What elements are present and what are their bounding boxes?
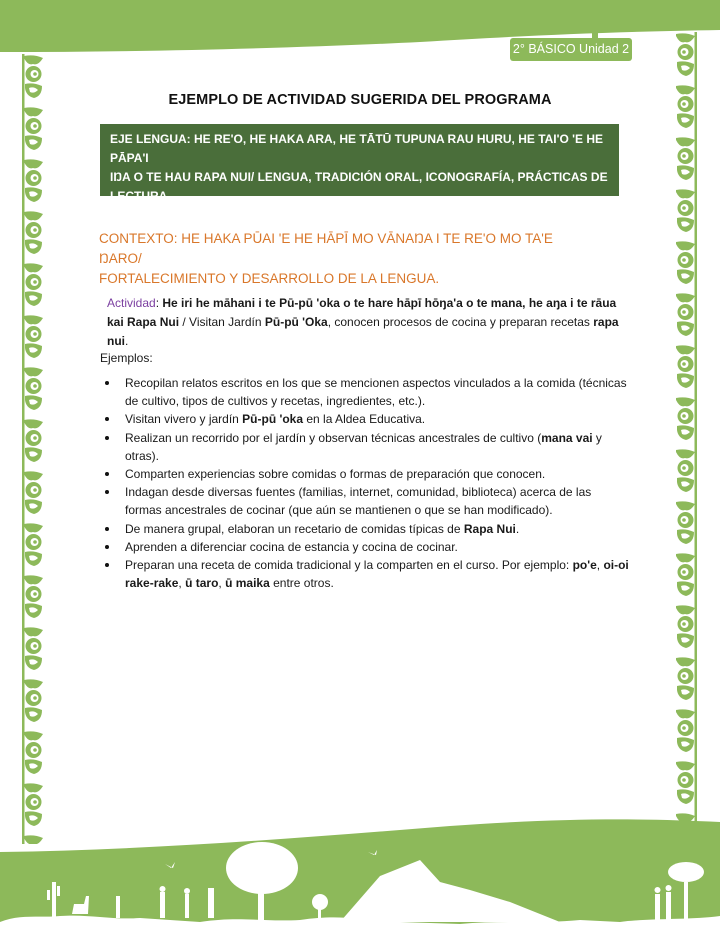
- eje-lengua-box: [100, 124, 619, 222]
- actividad-label: Actividad: [107, 296, 156, 310]
- actividad-end: .: [125, 334, 129, 348]
- actividad-separator: / Visitan Jardín: [179, 315, 265, 329]
- list-item: Comparten experiencias sobre comidas o formas de preparación que conocen.: [100, 465, 630, 483]
- right-ornament-border-icon: [674, 32, 697, 822]
- actividad-recipes: rapa nui: [107, 315, 619, 348]
- list-item: Aprenden a diferenciar cocina de estancia y cocina de cocinar.: [100, 538, 630, 556]
- eje-line-1: EJE LENGUA: HE RE'O, HE HAKA ARA, HE TĀTŪ TUPUNA RAU HURU, HE TAI'O 'E HE PĀPA'I: [110, 132, 604, 165]
- actividad-garden-name: Pū-pū 'Oka: [264, 315, 328, 329]
- actividad-colon: :: [155, 296, 163, 310]
- examples-list: [100, 374, 630, 592]
- left-ornament-border-icon: [22, 54, 45, 844]
- contexto-line-1: CONTEXTO: HE HAKA PŪAI 'E HE HĀPĪ MO VĀNAŊA I TE RE'O MO TA'E ŊARO/: [99, 231, 553, 266]
- actividad-rest: , conocen procesos de cocina y preparan recetas: [327, 315, 594, 329]
- actividad-rapa-nui-text: He iri he māhani i te Pū-pū 'oka o te hare hāpī hōŋa'a o te mana, he aŋa i te rāua kai Rapa Nui: [107, 296, 617, 329]
- grade-unit-badge: 2° BÁSICO Unidad 2: [510, 38, 632, 61]
- list-item: Indagan desde diversas fuentes (familias, internet, comunidad, biblioteca) acerca de las formas ancestrales de cocinar (que aún se mantienen o que se han modificado).: [100, 483, 630, 519]
- list-item: Visitan vivero y jardín Pū-pū 'oka en la Aldea Educativa.: [100, 410, 630, 428]
- actividad-paragraph: [107, 294, 627, 351]
- contexto-heading: [99, 229, 599, 289]
- ejemplos-label: Ejemplos:: [100, 351, 153, 365]
- eje-line-3: Y ESCRITURA DE LOS PUEBLOS ORIGINARIOS.: [110, 208, 388, 222]
- page-title: EJEMPLO DE ACTIVIDAD SUGERIDA DEL PROGRAMA: [168, 92, 552, 108]
- eje-line-2: IŊA O TE HAU RAPA NUI/ LENGUA, TRADICIÓN ORAL, ICONOGRAFÍA, PRÁCTICAS DE LECTURA: [110, 170, 608, 203]
- list-item: Recopilan relatos escritos en los que se mencionen aspectos vinculados a la comida (técnicas de cultivo, tipos de cultivos y recetas, ingredientes, etc.).: [100, 374, 630, 410]
- list-item: Preparan una receta de comida tradicional y la comparten en el curso. Por ejemplo: po'e, oi-oi rake-rake, ū taro, ū maika entre otros.: [100, 556, 630, 592]
- list-item: Realizan un recorrido por el jardín y observan técnicas ancestrales de cultivo (mana vai y otras).: [100, 429, 630, 465]
- landscape-silhouette-icon: [0, 810, 720, 932]
- contexto-line-2: FORTALECIMIENTO Y DESARROLLO DE LA LENGUA.: [99, 271, 440, 286]
- list-item: De manera grupal, elaboran un recetario de comidas típicas de Rapa Nui.: [100, 520, 630, 538]
